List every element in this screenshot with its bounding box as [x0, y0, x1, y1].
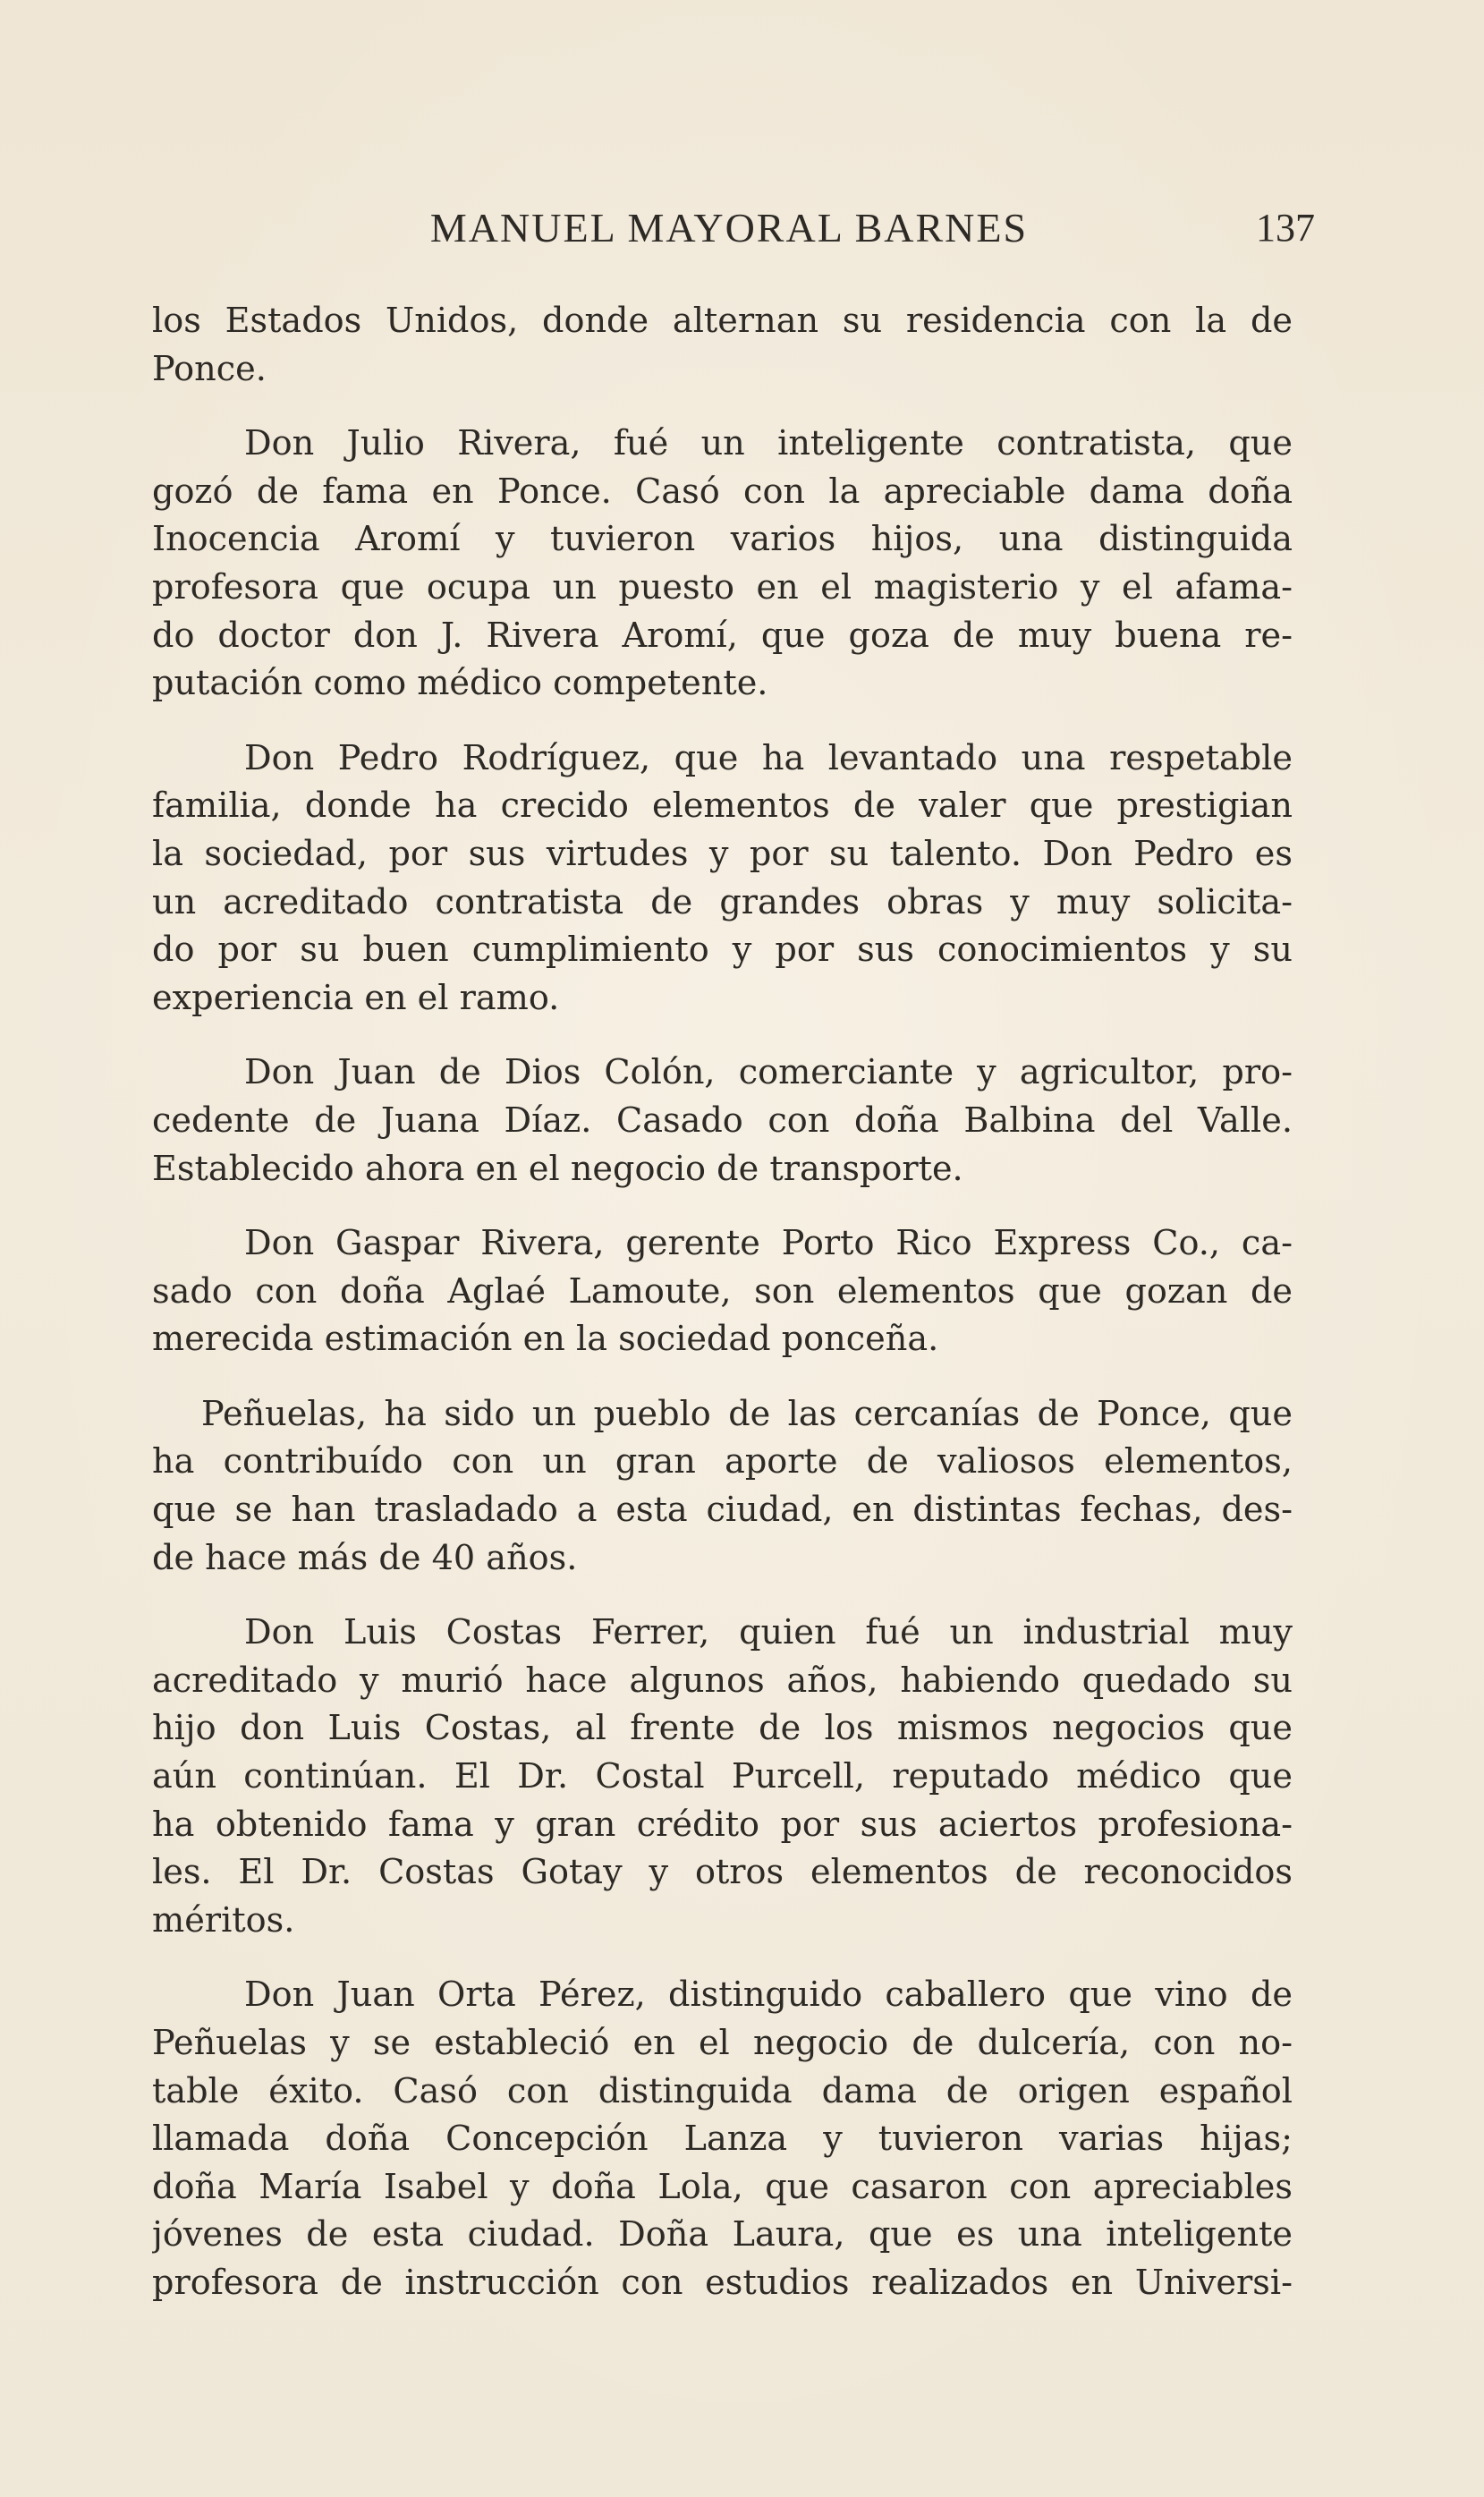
running-head-title: MANUEL MAYORAL BARNES	[429, 205, 1029, 251]
text-line: acreditado y murió hace algunos años, habiendo quedado su	[152, 1660, 1293, 1701]
text-line: hijo don Luis Costas, al frente de los mismos negocios que	[152, 1709, 1293, 1749]
text-line: la sociedad, por sus virtudes y por su talento. Don Pedro es	[152, 834, 1293, 874]
running-head	[152, 201, 1315, 255]
text-line: jóvenes de esta ciudad. Doña Laura, que es una inteligente	[152, 2215, 1293, 2255]
text-line: ha contribuído con un gran aporte de valiosos elementos,	[152, 1442, 1293, 1482]
text-line: les. El Dr. Costas Gotay y otros elementos de reconocidos	[152, 1853, 1293, 1893]
text-line: llamada doña Concepción Lanza y tuvieron varias hijas;	[152, 2119, 1293, 2160]
paragraph	[152, 1049, 1293, 1193]
text-line: méritos.	[152, 1900, 295, 1941]
paragraph	[152, 735, 1293, 1023]
text-line: que se han trasladado a esta ciudad, en distintas fechas, des-	[152, 1491, 1293, 1531]
text-line: cedente de Juana Díaz. Casado con doña Balbina del Valle.	[152, 1100, 1293, 1141]
text-line: Don Pedro Rodríguez, que ha levantado una respetable	[244, 738, 1293, 778]
text-line: do doctor don J. Rivera Aromí, que goza de muy buena re-	[152, 616, 1293, 656]
text-line: profesora que ocupa un puesto en el magisterio y el afama-	[152, 567, 1293, 607]
text-line: merecida estimación en la sociedad ponceña.	[152, 1320, 939, 1360]
text-line: Don Juan de Dios Colón, comerciante y agricultor, pro-	[244, 1053, 1293, 1093]
text-line: Don Gaspar Rivera, gerente Porto Rico Express Co., ca-	[244, 1224, 1293, 1264]
paragraph	[152, 1609, 1293, 1945]
page-number: 137	[1256, 206, 1315, 250]
text-line: Inocencia Aromí y tuvieron varios hijos, una distinguida	[152, 520, 1293, 560]
text-line: do por su buen cumplimiento y por sus conocimientos y su	[152, 930, 1293, 971]
text-line: gozó de fama en Ponce. Casó con la apreciable dama doña	[152, 471, 1293, 512]
paragraph	[152, 420, 1293, 709]
text-line: doña María Isabel y doña Lola, que casaron con apreciables	[152, 2167, 1293, 2207]
paragraph	[152, 1391, 1293, 1583]
text-line: un acreditado contratista de grandes obras y muy solicita-	[152, 882, 1293, 922]
text-line: experiencia en el ramo.	[152, 978, 560, 1018]
body-text	[152, 298, 1293, 2335]
text-line: ha obtenido fama y gran crédito por sus aciertos profesiona-	[152, 1805, 1293, 1845]
text-line: Peñuelas, ha sido un pueblo de las cercanías de Ponce, que	[201, 1394, 1293, 1434]
text-line: Don Juan Orta Pérez, distinguido caballero que vino de	[244, 1975, 1293, 2016]
paragraph	[152, 298, 1293, 394]
text-line: profesora de instrucción con estudios realizados en Universi-	[152, 2263, 1293, 2303]
paragraph	[152, 1220, 1293, 1364]
text-line: los Estados Unidos, donde alternan su residencia con la de	[152, 302, 1293, 341]
text-line: Establecido ahora en el negocio de transporte.	[152, 1149, 963, 1189]
text-line: table éxito. Casó con distinguida dama de origen español	[152, 2071, 1293, 2111]
text-line: familia, donde ha crecido elementos de valer que prestigian	[152, 786, 1293, 827]
text-line: putación como médico competente.	[152, 664, 768, 704]
text-line: Don Luis Costas Ferrer, quien fué un industrial muy	[244, 1613, 1293, 1653]
text-line: aún continúan. El Dr. Costal Purcell, reputado médico que	[152, 1757, 1293, 1797]
text-line: Don Julio Rivera, fué un inteligente contratista, que	[244, 424, 1293, 464]
text-line: Peñuelas y se estableció en el negocio de dulcería, con no-	[152, 2024, 1293, 2063]
text-line: de hace más de 40 años.	[152, 1538, 578, 1578]
paragraph	[152, 1972, 1293, 2307]
text-line: Ponce.	[152, 349, 267, 389]
text-line: sado con doña Aglaé Lamoute, son elementos que gozan de	[152, 1271, 1293, 1312]
